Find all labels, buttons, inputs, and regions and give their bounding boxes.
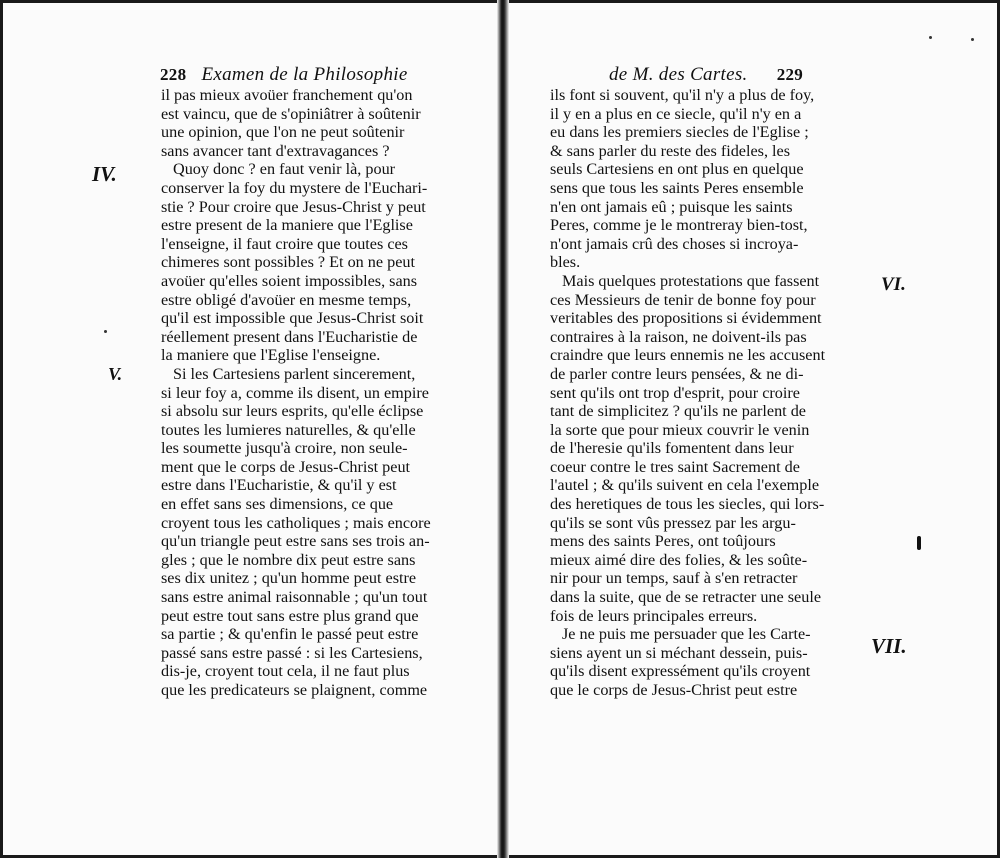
left-page: [0, 0, 497, 858]
text-line: stie ? Pour croire que Jesus-Christ y peut: [161, 197, 426, 216]
text-line: dis-je, croyent tout cela, il ne faut plus: [161, 662, 410, 681]
text-line: coeur contre le tres saint Sacrement de: [550, 457, 800, 476]
text-line: nir pour un temps, sauf à s'en retracter: [550, 569, 798, 588]
marginal-numeral-vi: VI.: [881, 274, 906, 295]
text-line: sens que tous les saints Peres ensemble: [550, 178, 804, 197]
right-body-text: [550, 86, 848, 700]
left-body-text: [161, 86, 466, 700]
text-line: avoüer qu'elles soient impossibles, sans: [161, 271, 418, 290]
left-running-head: [160, 64, 470, 86]
text-line: Si les Cartesiens parlent sincerement,: [173, 364, 416, 383]
left-page-number: 228: [160, 65, 187, 84]
text-line: gles ; que le nombre dix peut estre sans: [161, 550, 416, 569]
text-line: l'autel ; & qu'ils suivent en cela l'exemple: [550, 476, 820, 495]
text-line: estre present de la maniere que l'Eglise: [161, 216, 413, 235]
text-line: une opinion, que l'on ne peut soûtenir: [161, 123, 405, 142]
text-line: l'enseigne, il faut croire que toutes ces: [161, 234, 408, 253]
text-line: peut estre tout sans estre plus grand que: [161, 606, 419, 625]
right-page-number: 229: [776, 65, 804, 84]
text-line: mens des saints Peres, ont toûjours: [550, 532, 776, 551]
text-line: ces Messieurs de tenir de bonne foy pour: [550, 290, 816, 309]
right-page: [509, 0, 1000, 858]
text-line: qu'un triangle peut estre sans ses trois an-: [161, 532, 430, 551]
text-line: toutes les lumieres naturelles, & qu'elle: [161, 420, 416, 439]
book-spine-gutter: [497, 0, 509, 858]
text-line: qu'il est impossible que Jesus-Christ soit: [161, 309, 424, 328]
text-line: que le corps de Jesus-Christ peut estre: [550, 681, 798, 699]
text-line: sans estre animal raisonnable ; qu'un tout: [161, 588, 428, 607]
text-line: contraires à la raison, ne doivent-ils pas: [550, 327, 807, 346]
text-line: n'ont jamais crû des choses si incroya-: [550, 234, 799, 253]
text-line: la sorte que pour mieux couvrir le venin: [550, 420, 810, 439]
text-line: de parler contre leurs pensées, & ne di-: [550, 364, 804, 383]
text-line: sent qu'ils ont trop d'esprit, pour croire: [550, 383, 800, 402]
marginal-numeral-v: V.: [108, 364, 123, 384]
text-line: Mais quelques protestations que fassent: [562, 271, 820, 290]
right-running-head: [609, 64, 949, 86]
text-line: estre obligé d'avoüer en mesme temps,: [161, 290, 412, 309]
text-line: réellement present dans l'Eucharistie de: [161, 327, 418, 346]
text-line: si absolu sur leurs esprits, qu'elle éclipse: [161, 402, 424, 421]
text-line: conserver la foy du mystere de l'Euchari-: [161, 178, 428, 197]
text-line: que les predicateurs se plaignent, comme: [161, 681, 428, 699]
text-line: si leur foy a, comme ils disent, un empire: [161, 383, 429, 402]
text-line: qu'ils se sont vûs pressez par les argu-: [550, 513, 796, 532]
scan-speck: [104, 330, 107, 333]
text-line: en effet sans ses dimensions, ce que: [161, 495, 394, 514]
text-line: fois de leurs principales erreurs.: [550, 606, 758, 625]
text-line: il y en a plus en ce siecle, qu'il n'y en a: [550, 104, 802, 123]
text-line: des heretiques de tous les siecles, qui lors-: [550, 495, 825, 514]
text-line: mieux aimé dire des folies, & les soûte-: [550, 550, 808, 569]
text-line: ses dix unitez ; qu'un homme peut estre: [161, 569, 417, 588]
right-running-title: de M. des Cartes.: [609, 64, 748, 85]
text-line: sa partie ; & qu'enfin le passé peut estre: [161, 625, 419, 644]
text-line: veritables des propositions si évidemment: [550, 309, 822, 328]
text-line: ment que le corps de Jesus-Christ peut: [161, 457, 411, 476]
text-line: tant de simplicitez ? qu'ils ne parlent de: [550, 402, 806, 421]
text-line: n'en ont jamais eû ; puisque les saints: [550, 197, 793, 216]
text-line: il pas mieux avoüer franchement qu'on: [161, 86, 413, 104]
text-line: Je ne puis me persuader que les Carte-: [562, 625, 811, 644]
text-line: de l'heresie qu'ils fomentent dans leur: [550, 439, 794, 458]
text-line: est vaincu, que de s'opiniâtrer à soûtenir: [161, 104, 421, 123]
text-line: bles.: [550, 253, 581, 272]
marginal-numeral-iv: IV.: [92, 162, 117, 186]
text-line: ils font si souvent, qu'il n'y a plus de foy,: [550, 86, 815, 104]
text-line: estre dans l'Eucharistie, & qu'il y est: [161, 476, 397, 495]
scan-speck: [971, 38, 974, 41]
text-line: eu dans les premiers siecles de l'Eglise ;: [550, 123, 809, 142]
text-line: Peres, comme je le montreray bien-tost,: [550, 216, 808, 235]
text-line: passé sans estre passé : si les Cartesiens,: [161, 643, 423, 662]
text-line: la maniere que l'Eglise l'enseigne.: [161, 346, 381, 365]
text-line: craindre que leurs ennemis ne les accusent: [550, 346, 826, 365]
left-running-title: Examen de la Philosophie: [201, 64, 408, 85]
text-line: Quoy donc ? en faut venir là, pour: [173, 160, 396, 179]
text-line: & sans parler du reste des fideles, les: [550, 141, 791, 160]
text-line: chimeres sont possibles ? Et on ne peut: [161, 253, 416, 272]
text-line: les soumette jusqu'à croire, non seule-: [161, 439, 408, 458]
text-line: sans avancer tant d'extravagances ?: [161, 141, 390, 160]
marginal-numeral-vii: VII.: [871, 634, 907, 658]
scan-ink-mark: [917, 536, 921, 550]
text-line: qu'ils disent expressément qu'ils croyent: [550, 662, 811, 681]
text-line: seuls Cartesiens en ont plus en quelque: [550, 160, 804, 179]
text-line: dans la suite, que de se retracter une seule: [550, 588, 822, 607]
text-line: croyent tous les catholiques ; mais encore: [161, 513, 431, 532]
text-line: siens ayent un si méchant dessein, puis-: [550, 643, 808, 662]
scan-speck: [929, 36, 932, 39]
